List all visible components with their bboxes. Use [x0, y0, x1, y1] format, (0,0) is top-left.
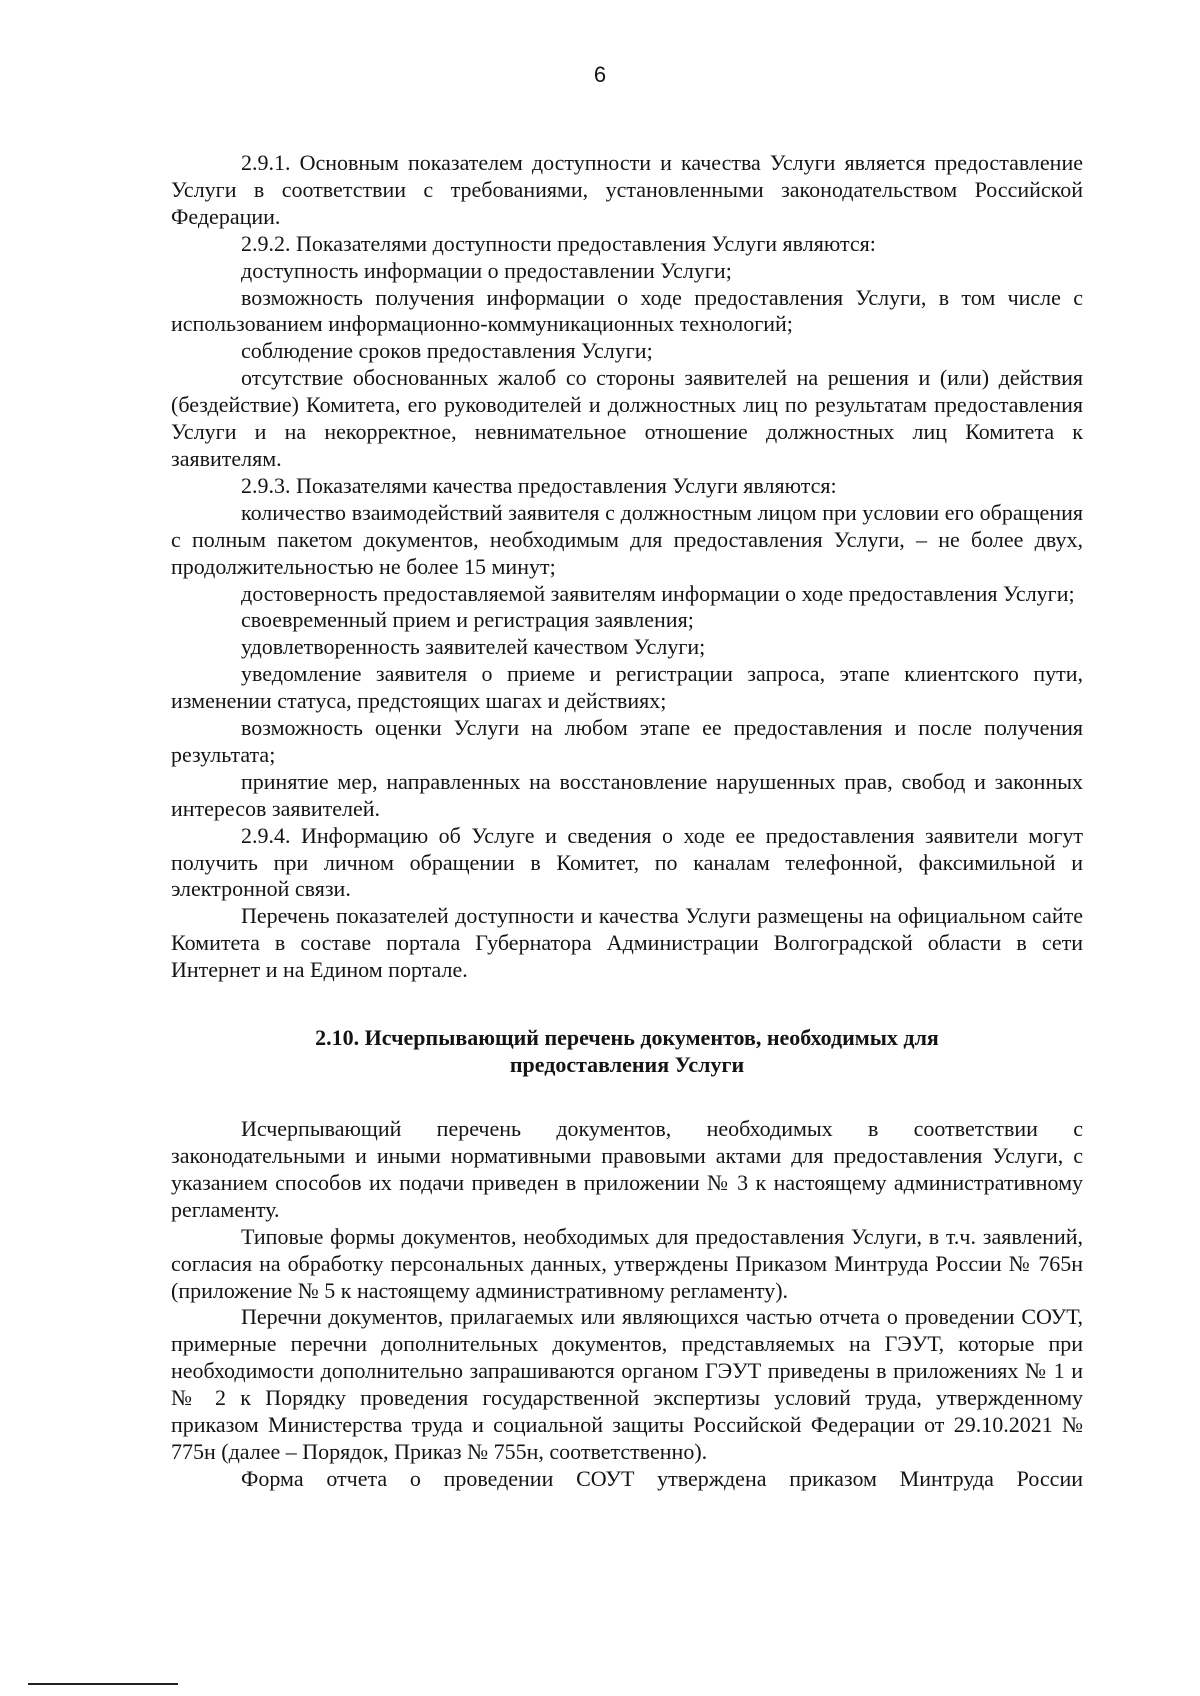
paragraph-2-9-2: 2.9.2. Показателями доступности предоставления Услуги являются:: [241, 230, 876, 256]
list-item: возможность получения информации о ходе предоставления Услуги, в том числе с использованием информационно-коммуникационных технологий;: [171, 284, 1083, 337]
paragraph-indicators-list: Перечень показателей доступности и качества Услуги размещены на официальном сайте Комитета в составе портала Губернатора Администрации Волгоградской области в сети Интернет и на Едином портале.: [171, 903, 1083, 983]
paragraph-typical-forms: Типовые формы документов, необходимых для предоставления Услуги, в т.ч. заявлений, согласия на обработку персональных данных, утверждены Приказом Минтруда России № 765н (приложение № 5 к настоящему административному регламенту).: [171, 1223, 1083, 1303]
page-number: 6: [593, 62, 607, 87]
paragraph-report-form: Форма отчета о проведении СОУТ утверждена приказом Минтруда России: [241, 1465, 1083, 1491]
list-item: принятие мер, направленных на восстановление нарушенных прав, свобод и законных интересов заявителей.: [171, 768, 1083, 821]
paragraph-exhaustive-list: Исчерпывающий перечень документов, необходимых в соответствии с законодательными и иными нормативными правовыми актами для предоставления Услуги, с указанием способов их подачи приведен в приложении № 3 к настоящему административному регламенту.: [171, 1116, 1083, 1222]
section-heading-line-2: предоставления Услуги: [509, 1052, 745, 1078]
list-item: соблюдение сроков предоставления Услуги;: [241, 338, 653, 364]
footnote-separator-line: [28, 1683, 178, 1685]
section-heading-line-1: 2.10. Исчерпывающий перечень документов, необходимых для: [315, 1025, 939, 1051]
document-body: [171, 150, 1083, 1493]
list-item: доступность информации о предоставлении Услуги;: [241, 257, 732, 283]
list-item: достоверность предоставляемой заявителям информации о ходе предоставления Услуги;: [241, 580, 1075, 606]
paragraph-document-lists: Перечни документов, прилагаемых или являющихся частью отчета о проведении СОУТ, примерные перечни дополнительных документов, представляемых на ГЭУТ, которые при необходимости дополнительно запрашиваются органом ГЭУТ приведены в приложениях № 1 и № 2 к Порядку проведения государственной экспертизы условий труда, утвержденному приказом Министерства труда и социальной защиты Российской Федерации от 29.10.2021 № 775н (далее – Порядок, Приказ № 755н, соответственно).: [171, 1304, 1083, 1464]
list-item: возможность оценки Услуги на любом этапе ее предоставления и после получения результата;: [171, 715, 1083, 767]
list-item: своевременный прием и регистрация заявления;: [241, 607, 694, 633]
list-item: отсутствие обоснованных жалоб со стороны заявителей на решения и (или) действия (бездействие) Комитета, его руководителей и должностных лиц по результатам предоставления Услуги и на некорректное, невнимательное отношение должностных лиц Комитета к заявителям.: [171, 365, 1083, 471]
paragraph-2-9-4: 2.9.4. Информацию об Услуге и сведения о ходе ее предоставления заявители могут получить при личном обращении в Комитет, по каналам телефонной, факсимильной и электронной связи.: [171, 822, 1083, 902]
list-item: количество взаимодействий заявителя с должностным лицом при условии его обращения с полным пакетом документов, необходимым для предоставления Услуги, – не более двух, продолжительностью не более 15 минут;: [171, 499, 1083, 579]
list-item: удовлетворенность заявителей качеством Услуги;: [241, 634, 706, 660]
list-item: уведомление заявителя о приеме и регистрации запроса, этапе клиентского пути, изменении статуса, предстоящих шагах и действиях;: [171, 661, 1083, 714]
paragraph-2-9-1: 2.9.1. Основным показателем доступности и качества Услуги является предоставление Услуги в соответствии с требованиями, установленными законодательством Российской Федерации.: [171, 150, 1083, 229]
section-heading-2-10: [171, 1024, 1083, 1078]
paragraph-2-9-3: 2.9.3. Показателями качества предоставления Услуги являются:: [241, 472, 837, 498]
